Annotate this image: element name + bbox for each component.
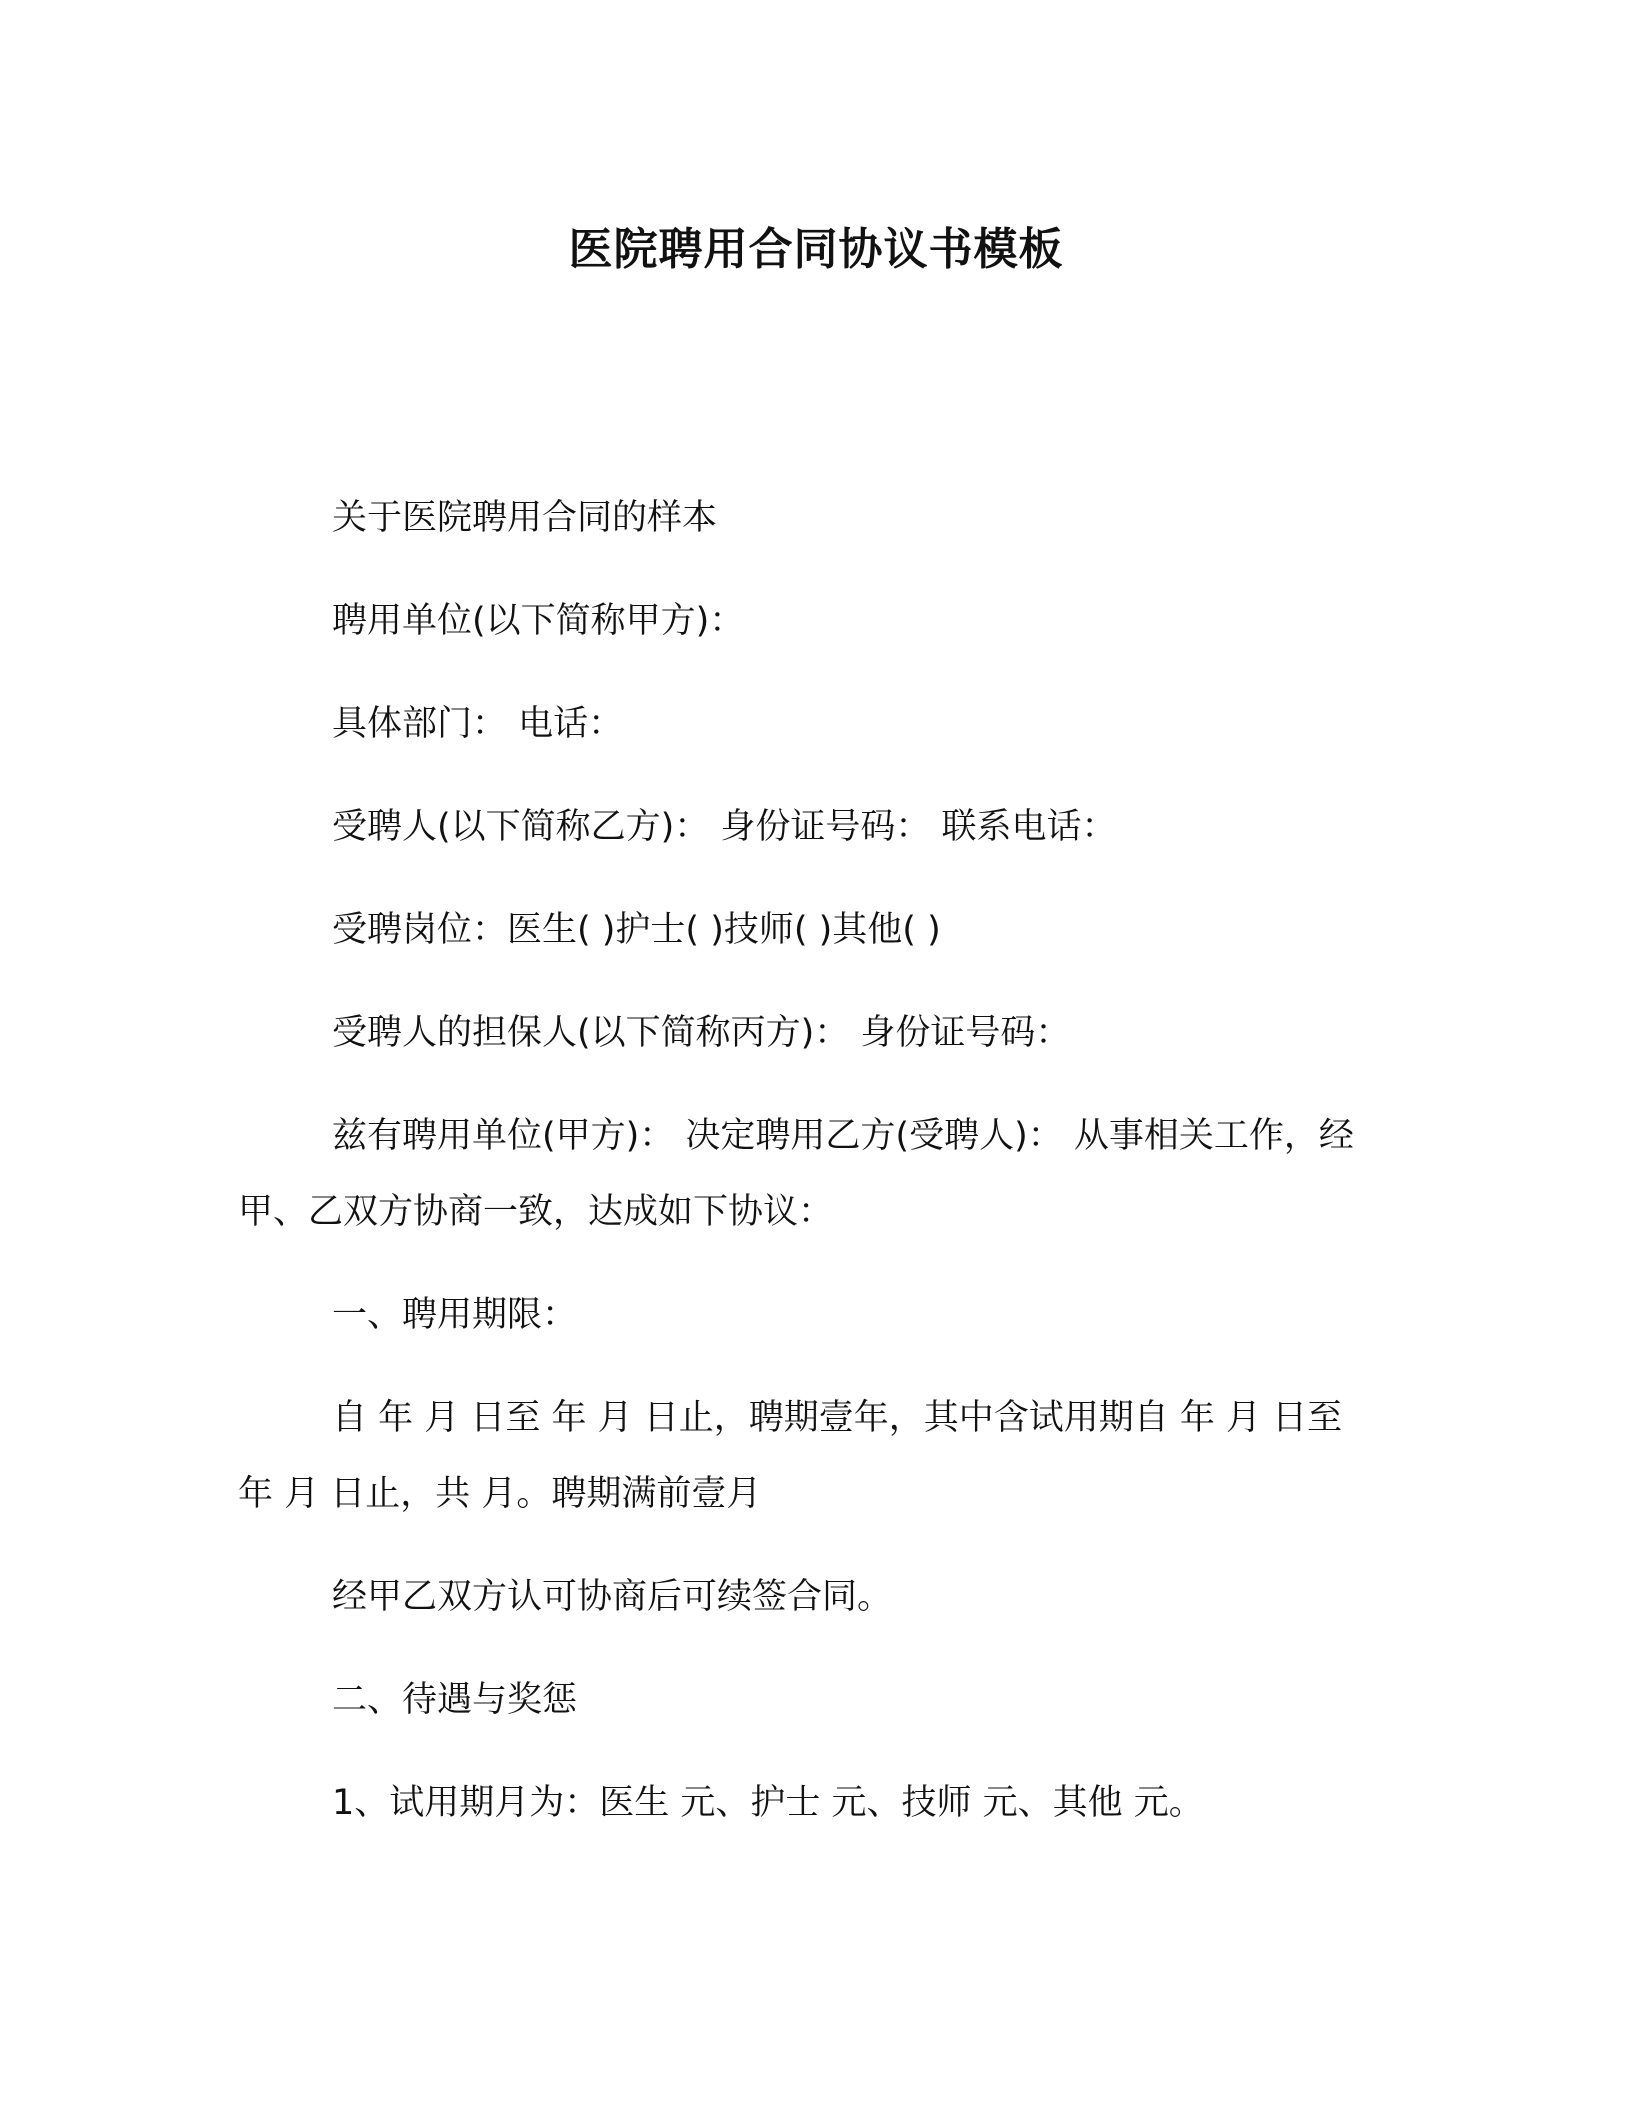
paragraph-sample-heading: 关于医院聘用合同的样本 (332, 498, 718, 538)
paragraph-department-phone: 具体部门： 电话： (332, 704, 624, 744)
paragraph-guarantor: 受聘人的担保人(以下简称丙方)： 身份证号码： (332, 1013, 1071, 1053)
section-heading-compensation: 二、待遇与奖惩 (332, 1680, 578, 1720)
paragraph-employer: 聘用单位(以下简称甲方)： (332, 601, 745, 641)
paragraph-employee: 受聘人(以下简称乙方)： 身份证号码： 联系电话： (332, 807, 1117, 847)
paragraph-term-details: 自 年 月 日至 年 月 日止，聘期壹年，其中含试用期自 年 月 日至 年 月 日止，共 月。聘期满前壹月 (238, 1398, 1343, 1514)
section-heading-term: 一、聘用期限： (332, 1295, 578, 1335)
document-title: 医院聘用合同协议书模板 (568, 224, 1064, 275)
paragraph-agreement-intro: 兹有聘用单位(甲方)： 决定聘用乙方(受聘人)： 从事相关工作，经甲、乙双方协商一致，达成如下协议： (238, 1116, 1354, 1232)
paragraph-probation-pay: 1、试用期月为：医生 元、护士 元、技师 元、其他 元。 (332, 1783, 1204, 1823)
paragraph-position: 受聘岗位：医生( )护士( )技师( )其他( ) (332, 910, 941, 950)
paragraph-renewal: 经甲乙双方认可协商后可续签合同。 (332, 1577, 893, 1617)
